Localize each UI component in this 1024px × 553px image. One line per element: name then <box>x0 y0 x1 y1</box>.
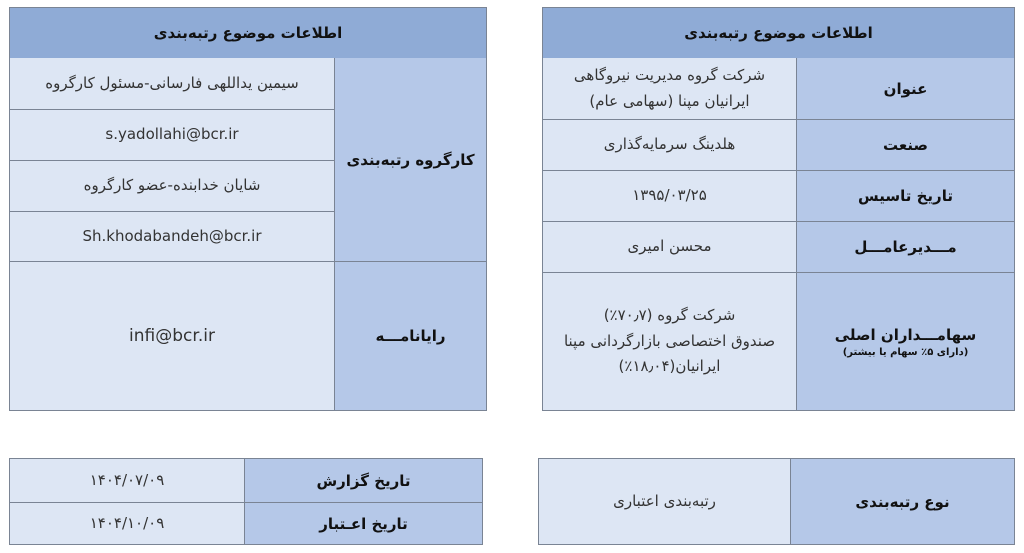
workgroup-info-table <box>9 7 487 411</box>
validity-date-value: ۱۴۰۴/۱۰/۰۹ <box>10 503 244 544</box>
email-label: رایانامـــه <box>334 262 486 410</box>
industry-value: هلدینگ سرمایه‌گذاری <box>543 120 796 170</box>
title-value: شرکت گروه مدیریت نیروگاهی ایرانیان مپنا (سهامی عام) <box>543 58 796 119</box>
company-info-table <box>542 7 1015 411</box>
validity-date-row <box>10 502 482 544</box>
title-row <box>543 58 1014 119</box>
workgroup-label: کارگروه رتبه‌بندی <box>334 58 486 261</box>
founding-date-value: ۱۳۹۵/۰۳/۲۵ <box>543 171 796 221</box>
report-date-row <box>10 459 482 502</box>
rating-type-label: نوع رتبه‌بندی <box>790 459 1014 544</box>
rating-type-value: رتبه‌بندی اعتباری <box>539 459 790 544</box>
rating-type-table <box>538 458 1015 545</box>
report-date-value: ۱۴۰۴/۰۷/۰۹ <box>10 459 244 502</box>
workgroup-row <box>10 58 486 261</box>
rating-type-row <box>539 459 1014 544</box>
title-label: عنوان <box>796 58 1014 119</box>
company-info-title: اطلاعات موضوع رتبه‌بندی <box>543 8 1014 59</box>
validity-date-label: تاریخ اعـتبار <box>244 503 482 544</box>
workgroup-member-1: سیمین یداللهی فارسانی-مسئول کارگروه <box>10 58 334 109</box>
workgroup-member-1-email: s.yadollahi@bcr.ir <box>10 109 334 160</box>
founding-date-row <box>543 170 1014 221</box>
workgroup-values <box>10 58 334 261</box>
shareholders-sublabel: (دارای ۵٪ سهام یا بیشتر) <box>842 346 969 358</box>
shareholders-label: سهامـــداران اصلی <box>834 325 977 344</box>
email-row <box>10 261 486 410</box>
workgroup-member-2: شایان خدابنده-عضو کارگروه <box>10 160 334 211</box>
email-value: infi@bcr.ir <box>10 262 334 410</box>
ceo-value: محسن امیری <box>543 222 796 272</box>
industry-row <box>543 119 1014 170</box>
workgroup-member-2-email: Sh.khodabandeh@bcr.ir <box>10 211 334 261</box>
dates-table <box>9 458 483 545</box>
workgroup-info-title: اطلاعات موضوع رتبه‌بندی <box>10 8 486 59</box>
shareholders-row <box>543 272 1014 410</box>
report-date-label: تاریخ گزارش <box>244 459 482 502</box>
shareholder-line: صندوق اختصاصی بازارگردانی مپنا <box>563 331 776 350</box>
shareholders-value <box>543 273 796 410</box>
shareholder-line: شرکت گروه (۷۰٫۷٪) <box>603 306 736 325</box>
shareholders-label-cell <box>796 273 1014 410</box>
founding-date-label: تاریخ تاسیس <box>796 171 1014 221</box>
shareholder-line: ایرانیان(۱۸٫۰۴٪) <box>618 357 721 376</box>
industry-label: صنعت <box>796 120 1014 170</box>
ceo-row <box>543 221 1014 272</box>
ceo-label: مـــدیرعامـــل <box>796 222 1014 272</box>
